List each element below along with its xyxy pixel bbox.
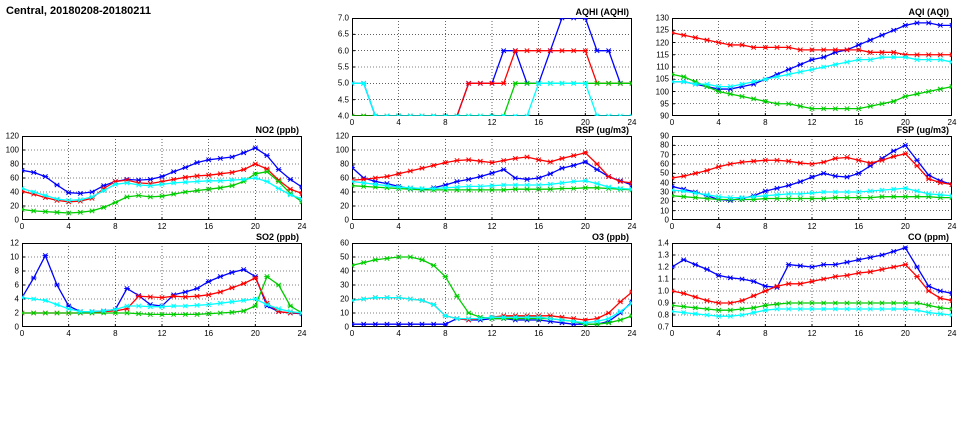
y-tick-label: 2: [14, 308, 19, 318]
page-title: Central, 20180208-20180211: [6, 5, 151, 17]
chart-title-aqhi: AQHI (AQHI): [575, 7, 629, 17]
y-tick-label: 0.7: [657, 322, 669, 332]
x-tick-label: 12: [487, 118, 497, 127]
chart-title-rsp: RSP (ug/m3): [575, 125, 629, 135]
y-tick-label: 20: [340, 294, 349, 304]
y-tick-label: 120: [335, 131, 349, 141]
y-tick-label: 6.5: [337, 29, 349, 39]
x-tick-label: 16: [854, 222, 864, 231]
y-tick-label: 50: [660, 168, 669, 178]
y-tick-label: 80: [660, 140, 669, 150]
y-tick-label: 1.3: [657, 250, 669, 260]
x-tick-label: 16: [854, 329, 864, 338]
y-tick-label: 0: [344, 322, 349, 332]
y-tick-label: 12: [10, 238, 19, 248]
x-tick-label: 20: [900, 118, 910, 127]
y-tick-label: 0.9: [657, 298, 669, 308]
y-tick-label: 10: [10, 252, 19, 262]
y-tick-label: 30: [340, 280, 349, 290]
chart-canvas-aqhi: [352, 18, 632, 116]
y-tick-label: 7.0: [337, 13, 349, 23]
x-tick-label: 24: [297, 222, 307, 231]
x-tick-label: 12: [487, 329, 497, 338]
x-tick-label: 16: [534, 329, 544, 338]
x-tick-label: 16: [534, 118, 544, 127]
y-tick-label: 4.5: [337, 95, 349, 105]
x-tick-label: 24: [297, 329, 307, 338]
y-tick-label: 0: [14, 322, 19, 332]
x-tick-label: 16: [854, 118, 864, 127]
x-tick-label: 4: [716, 222, 721, 231]
x-tick-label: 12: [807, 118, 817, 127]
y-tick-label: 4.0: [337, 111, 349, 121]
y-tick-label: 0: [344, 215, 349, 225]
y-tick-label: 90: [660, 131, 669, 141]
x-tick-label: 20: [250, 329, 260, 338]
y-tick-label: 130: [655, 13, 669, 23]
x-tick-label: 16: [204, 222, 214, 231]
y-tick-label: 95: [660, 99, 669, 109]
chart-canvas-fsp: [672, 136, 952, 220]
x-tick-label: 8: [763, 118, 768, 127]
x-tick-label: 20: [580, 222, 590, 231]
y-tick-label: 120: [5, 131, 19, 141]
y-tick-label: 60: [340, 238, 349, 248]
x-tick-label: 12: [807, 222, 817, 231]
x-tick-label: 24: [627, 222, 637, 231]
y-tick-label: 10: [340, 308, 349, 318]
y-tick-label: 60: [660, 159, 669, 169]
x-tick-label: 24: [627, 118, 637, 127]
chart-title-co: CO (ppm): [908, 232, 949, 242]
x-tick-label: 16: [534, 222, 544, 231]
x-tick-label: 0: [19, 222, 25, 231]
x-tick-label: 20: [580, 118, 590, 127]
chart-title-o3: O3 (ppb): [592, 232, 629, 242]
chart-title-no2: NO2 (ppb): [255, 125, 299, 135]
x-tick-label: 20: [250, 222, 260, 231]
x-tick-label: 24: [947, 329, 957, 338]
y-tick-label: 4: [14, 294, 19, 304]
x-tick-label: 0: [669, 222, 675, 231]
y-tick-label: 1.1: [657, 274, 669, 284]
x-tick-label: 8: [763, 329, 768, 338]
y-tick-label: 80: [10, 159, 19, 169]
y-tick-label: 20: [10, 201, 19, 211]
chart-canvas-aqi: [672, 18, 952, 116]
y-tick-label: 0: [14, 215, 19, 225]
x-tick-label: 8: [443, 329, 448, 338]
x-tick-label: 24: [947, 222, 957, 231]
y-tick-label: 1.0: [657, 286, 669, 296]
x-tick-label: 0: [669, 329, 675, 338]
x-tick-label: 8: [443, 118, 448, 127]
x-tick-label: 12: [487, 222, 497, 231]
y-tick-label: 90: [660, 111, 669, 121]
y-tick-label: 20: [340, 201, 349, 211]
y-tick-label: 6: [14, 280, 19, 290]
y-tick-label: 40: [660, 178, 669, 188]
chart-canvas-co: [672, 243, 952, 327]
y-tick-label: 30: [660, 187, 669, 197]
x-tick-label: 8: [113, 329, 118, 338]
y-tick-label: 110: [656, 62, 669, 72]
chart-canvas-rsp: [352, 136, 632, 220]
x-tick-label: 0: [19, 329, 25, 338]
y-tick-label: 60: [10, 173, 19, 183]
x-tick-label: 0: [349, 118, 355, 127]
x-tick-label: 20: [900, 329, 910, 338]
x-tick-label: 4: [396, 329, 401, 338]
x-tick-label: 4: [396, 222, 401, 231]
y-tick-label: 20: [660, 196, 669, 206]
y-tick-label: 105: [655, 74, 669, 84]
y-tick-label: 50: [340, 252, 349, 262]
chart-title-so2: SO2 (ppb): [256, 232, 299, 242]
y-tick-label: 120: [655, 38, 669, 47]
chart-canvas-o3: [352, 243, 632, 327]
x-tick-label: 0: [349, 329, 355, 338]
x-tick-label: 0: [669, 118, 675, 127]
y-tick-label: 40: [340, 266, 349, 276]
y-tick-label: 60: [340, 173, 349, 183]
x-tick-label: 4: [66, 222, 71, 231]
y-tick-label: 115: [656, 50, 669, 60]
y-tick-label: 70: [660, 150, 669, 160]
y-tick-label: 5.5: [337, 62, 349, 72]
y-tick-label: 40: [340, 187, 349, 197]
y-tick-label: 0.8: [657, 310, 669, 320]
x-tick-label: 24: [627, 329, 637, 338]
x-tick-label: 8: [763, 222, 768, 231]
x-tick-label: 12: [157, 222, 167, 231]
x-tick-label: 12: [807, 329, 817, 338]
y-tick-label: 0: [664, 215, 669, 225]
y-tick-label: 10: [660, 206, 669, 216]
chart-title-aqi: AQI (AQI): [908, 7, 949, 17]
y-tick-label: 40: [10, 187, 19, 197]
y-tick-label: 5.0: [337, 78, 349, 88]
chart-title-fsp: FSP (ug/m3): [896, 125, 949, 135]
x-tick-label: 4: [716, 118, 721, 127]
y-tick-label: 125: [655, 25, 669, 35]
y-tick-label: 100: [335, 145, 349, 155]
y-tick-label: 8: [14, 266, 19, 276]
x-tick-label: 4: [66, 329, 71, 338]
x-tick-label: 4: [716, 329, 721, 338]
x-tick-label: 24: [947, 118, 957, 127]
x-tick-label: 20: [580, 329, 590, 338]
y-tick-label: 80: [340, 159, 349, 169]
x-tick-label: 4: [396, 118, 401, 127]
y-tick-label: 6.0: [337, 46, 349, 56]
y-tick-label: 1.4: [657, 238, 669, 248]
y-tick-label: 1.2: [657, 262, 669, 272]
chart-canvas-so2: [22, 243, 302, 327]
chart-canvas-no2: [22, 136, 302, 220]
x-tick-label: 12: [157, 329, 167, 338]
series-line-cyan: [672, 57, 952, 86]
x-tick-label: 20: [900, 222, 910, 231]
x-tick-label: 0: [349, 222, 355, 231]
y-tick-label: 100: [655, 87, 669, 96]
y-tick-label: 100: [5, 145, 19, 155]
x-tick-label: 8: [443, 222, 448, 231]
x-tick-label: 8: [113, 222, 118, 231]
x-tick-label: 16: [204, 329, 214, 338]
